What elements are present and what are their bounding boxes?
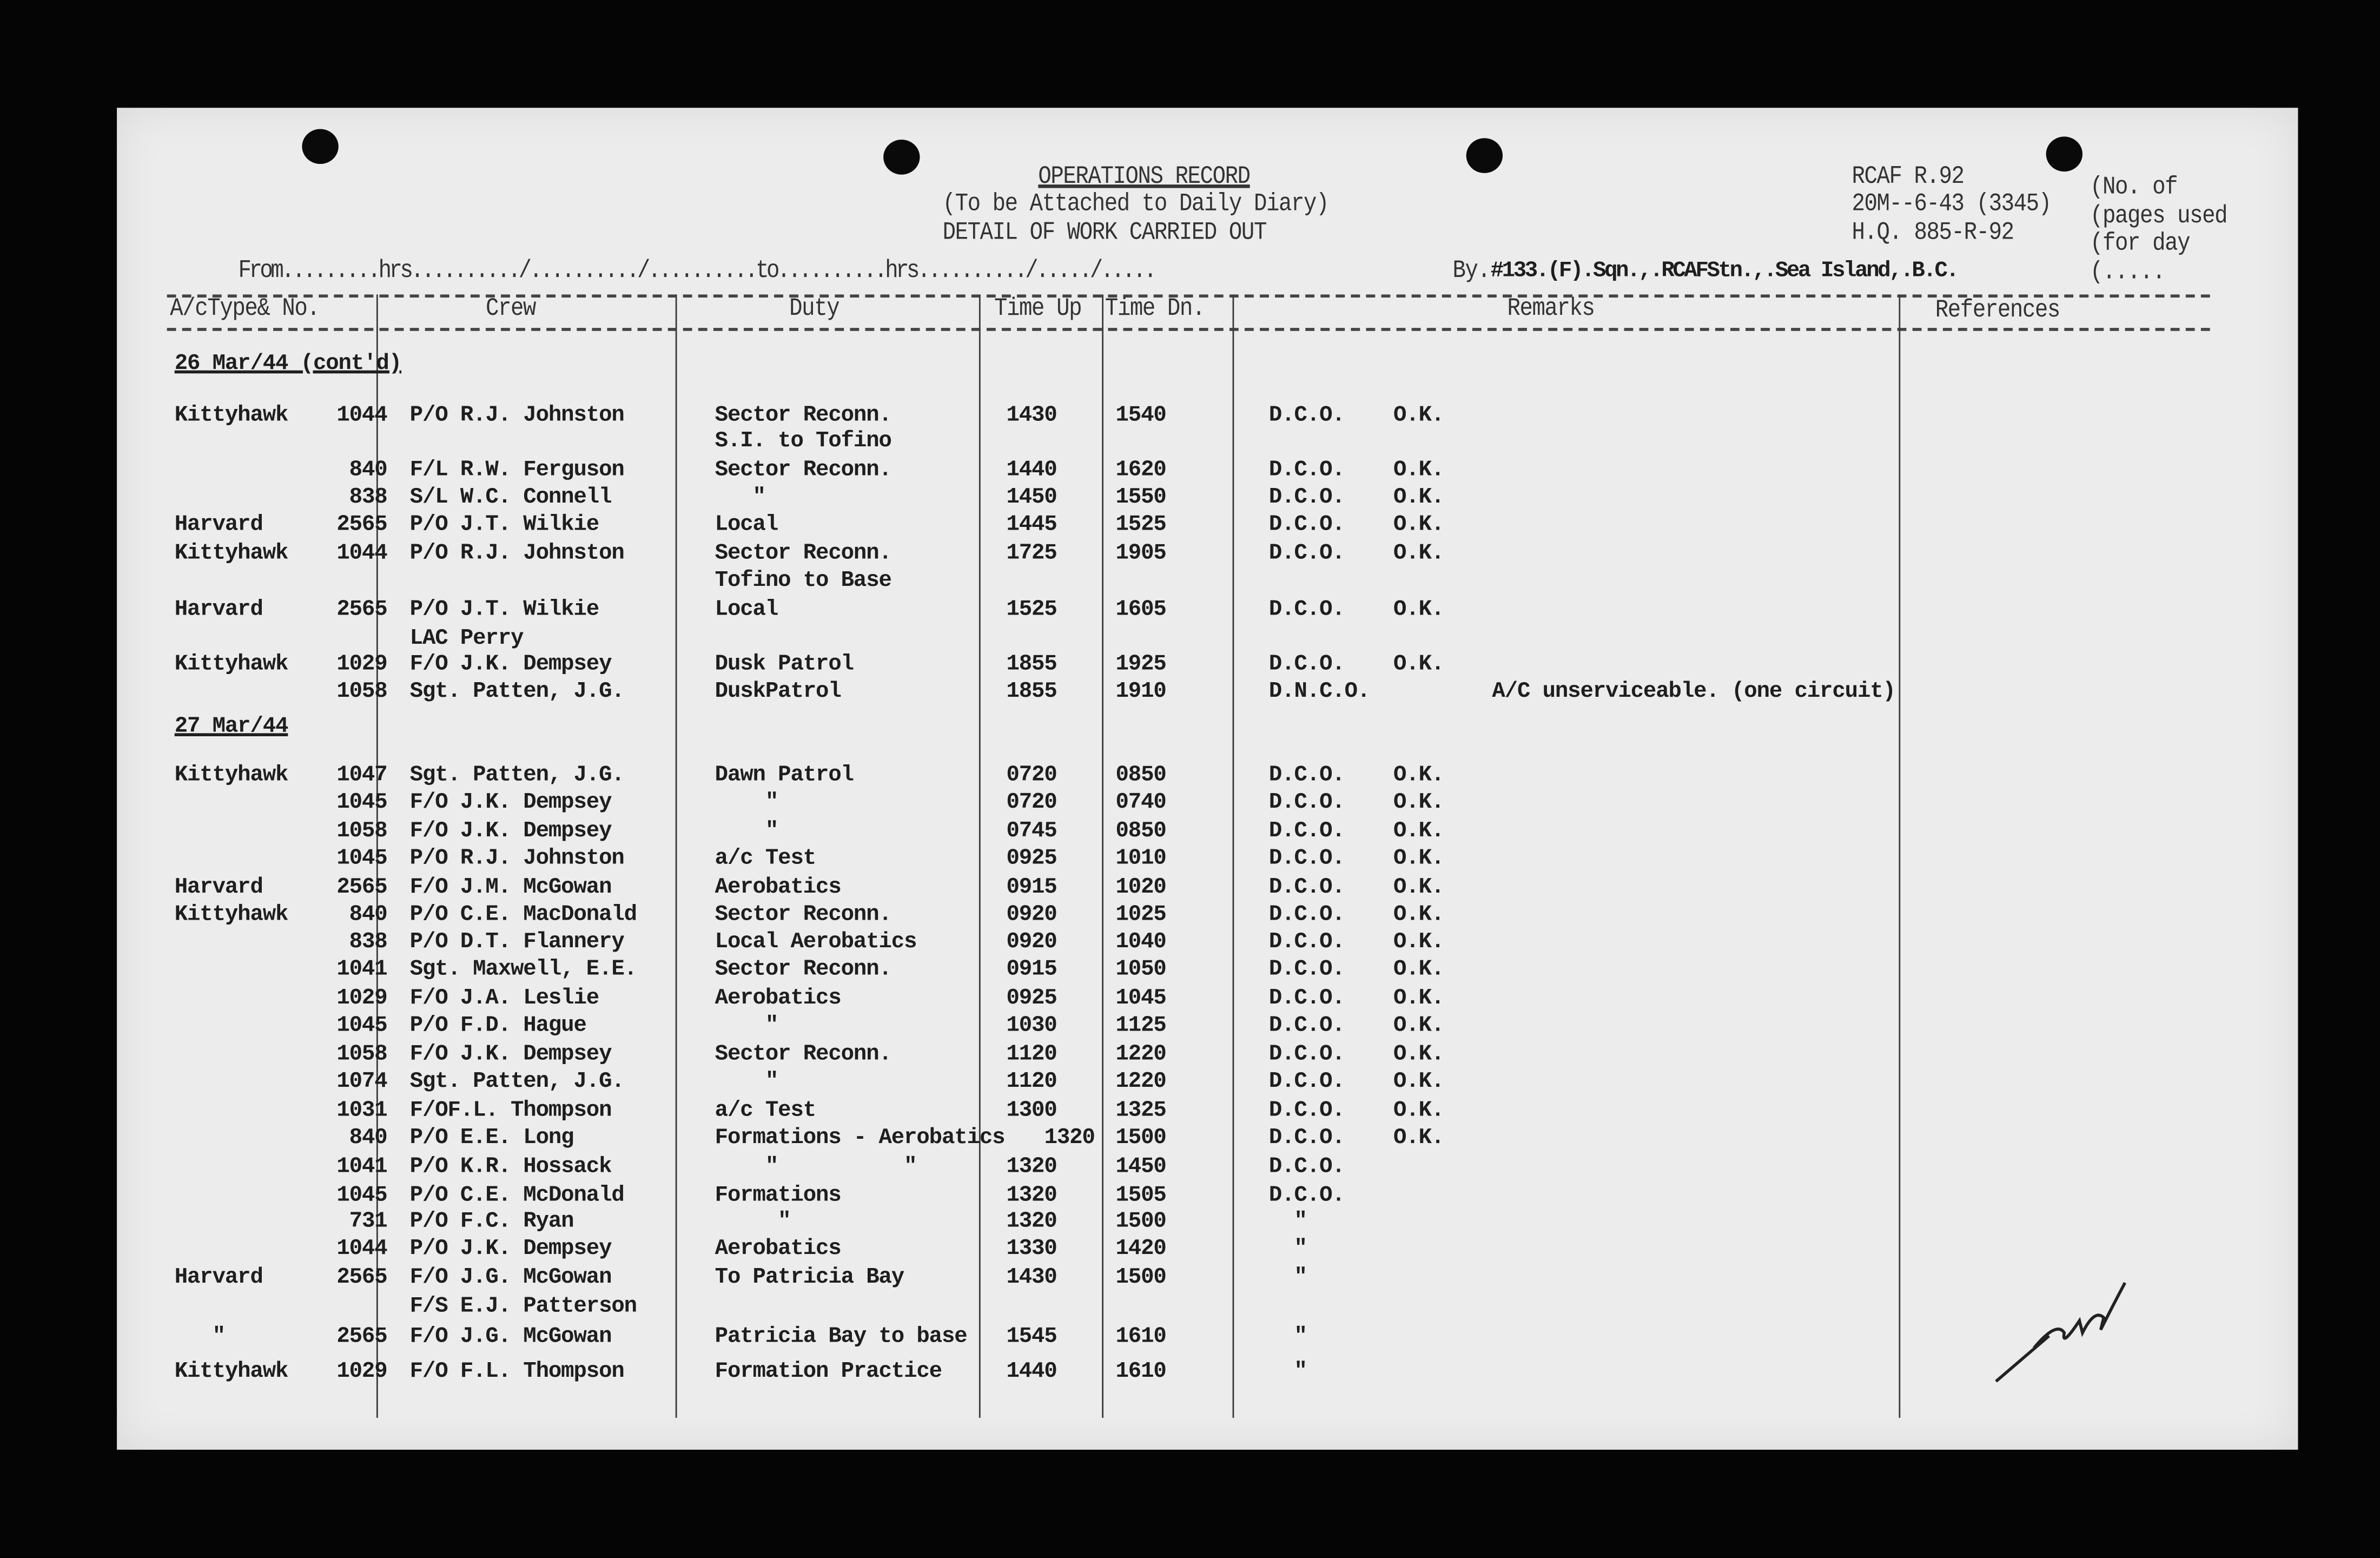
row-dco: D.C.O. <box>1268 958 1345 982</box>
row-duty: Aerobatics <box>715 1237 841 1262</box>
row-crew: F/O J.A. Leslie <box>409 986 599 1011</box>
row-crew: P/O D.T. Flannery <box>409 930 624 955</box>
row-dco: D.C.O. <box>1268 820 1345 844</box>
row-dn: 1525 <box>1115 513 1166 538</box>
row-crew: F/O J.G. McGowan <box>409 1266 612 1291</box>
row-num: 1029 <box>336 652 387 677</box>
row-ok: O.K. <box>1393 485 1444 510</box>
row-duty: Patricia Bay to base <box>715 1325 967 1350</box>
print-code: 20M--6-43 (3345) <box>1852 190 2051 219</box>
row-up: 0925 <box>1006 847 1057 872</box>
row-up: 1445 <box>1006 513 1057 538</box>
punch-hole <box>1466 138 1503 173</box>
row-duty: " <box>715 1210 791 1234</box>
row-ok: O.K. <box>1393 820 1444 844</box>
row-crew: Sgt. Patten, J.G. <box>409 763 624 788</box>
row-num: 1045 <box>336 790 387 815</box>
row-dco: D.C.O. <box>1268 458 1345 483</box>
row-up: 1430 <box>1006 1266 1057 1291</box>
row-duty: DuskPatrol <box>715 680 841 705</box>
from-to-line: From.........hrs........../........../..........to..........hrs........../...../..... <box>238 258 1155 286</box>
row-crew: Sgt. Patten, J.G. <box>409 1070 624 1095</box>
row-crew: F/L R.W. Ferguson <box>409 458 624 483</box>
row-up: 1725 <box>1006 542 1057 566</box>
row-dco: " <box>1268 1266 1307 1291</box>
row-duty: Local Aerobatics <box>715 930 917 955</box>
row-type: Kittyhawk <box>174 903 288 928</box>
row-dn: 1500 <box>1115 1210 1166 1234</box>
row-duty: Sector Reconn. <box>715 958 891 982</box>
form-number: RCAF R.92 <box>1852 163 1964 192</box>
row-crew: P/O E.E. Long <box>409 1126 574 1151</box>
row-type: Harvard <box>174 513 263 538</box>
row-duty: Aerobatics <box>715 986 841 1011</box>
row-ok: O.K. <box>1393 542 1444 566</box>
pages-note-line: (..... <box>2090 259 2165 287</box>
row-crew: F/O J.K. Dempsey <box>409 1042 612 1067</box>
row-type: Kittyhawk <box>174 763 288 788</box>
row-crew: F/OF.L. Thompson <box>409 1099 612 1124</box>
row-num: 1041 <box>336 958 387 982</box>
row-dco: D.C.O. <box>1268 542 1345 566</box>
row-num: 1045 <box>336 1014 387 1039</box>
col-header-aircraft: A/cType& No. <box>170 295 320 324</box>
row-dn: 1025 <box>1115 903 1166 928</box>
row-ok: O.K. <box>1393 1014 1444 1039</box>
row-dco: D.C.O. <box>1268 1099 1345 1124</box>
row-type: Kittyhawk <box>174 652 288 677</box>
row-crew: LAC Perry <box>409 626 524 651</box>
row-dco: D.C.O. <box>1268 1126 1345 1151</box>
row-duty: Tofino to Base <box>715 569 891 594</box>
row-crew: P/O J.K. Dempsey <box>409 1237 612 1262</box>
row-num: 1058 <box>336 1042 387 1067</box>
row-duty: Sector Reconn. <box>715 542 891 566</box>
row-dco: " <box>1268 1360 1307 1385</box>
row-crew: P/O R.J. Johnston <box>409 542 624 566</box>
row-ok: O.K. <box>1393 652 1444 677</box>
row-duty: " <box>715 485 765 510</box>
row-ok: O.K. <box>1393 986 1444 1011</box>
form-subtitle: (To be Attached to Daily Diary) <box>942 190 1329 219</box>
row-num: 838 <box>349 485 387 510</box>
row-dco: D.C.O. <box>1268 513 1345 538</box>
row-duty: Local <box>715 598 778 623</box>
row-dn: 1040 <box>1115 930 1166 955</box>
row-duty: a/c Test <box>715 847 816 872</box>
row-dn: 0850 <box>1115 763 1166 788</box>
row-crew: F/O J.M. McGowan <box>409 876 612 901</box>
row-up: 1430 <box>1006 404 1057 428</box>
row-dn: 1925 <box>1115 652 1166 677</box>
row-up: 0915 <box>1006 876 1057 901</box>
row-dco: D.C.O. <box>1268 986 1345 1011</box>
row-type: Harvard <box>174 1266 263 1291</box>
row-duty: Aerobatics <box>715 876 841 901</box>
row-dn: 1610 <box>1115 1360 1166 1385</box>
row-dco: " <box>1268 1237 1307 1262</box>
row-crew: F/O J.G. McGowan <box>409 1325 612 1350</box>
row-num: 2565 <box>336 598 387 623</box>
row-dco: D.C.O. <box>1268 598 1345 623</box>
row-up: 1320 <box>1044 1126 1095 1151</box>
col-header-remarks: Remarks <box>1507 295 1595 324</box>
row-dn: 1010 <box>1115 847 1166 872</box>
row-crew: F/O F.L. Thompson <box>409 1360 624 1385</box>
row-dco: " <box>1268 1210 1307 1234</box>
row-duty: Sector Reconn. <box>715 903 891 928</box>
row-duty: To Patricia Bay <box>715 1266 904 1291</box>
row-duty: Local <box>715 513 778 538</box>
row-duty: Formation Practice <box>715 1360 942 1385</box>
punch-hole <box>302 129 338 164</box>
row-dco: D.C.O. <box>1268 1014 1345 1039</box>
row-up: 1525 <box>1006 598 1057 623</box>
row-dco: " <box>1268 1325 1307 1350</box>
row-dn: 1045 <box>1115 986 1166 1011</box>
row-duty: " <box>715 790 778 815</box>
row-type: Kittyhawk <box>174 542 288 566</box>
row-up: 1320 <box>1006 1155 1057 1180</box>
row-num: 1045 <box>336 1184 387 1209</box>
row-num: 1029 <box>336 986 387 1011</box>
column-divider <box>1102 294 1103 1418</box>
row-num: 840 <box>349 903 387 928</box>
row-ok: O.K. <box>1393 458 1444 483</box>
row-dn: 1540 <box>1115 404 1166 428</box>
handwritten-initials <box>1988 1275 2133 1389</box>
col-header-crew: Crew <box>485 295 536 324</box>
pages-note-line: (pages used <box>2090 203 2227 231</box>
row-ok: O.K. <box>1393 1099 1444 1124</box>
row-crew: F/O J.K. Dempsey <box>409 652 612 677</box>
row-num: 1029 <box>336 1360 387 1385</box>
row-dn: 1500 <box>1115 1266 1166 1291</box>
punch-hole <box>883 140 920 175</box>
row-crew: P/O F.C. Ryan <box>409 1210 574 1234</box>
row-dco: D.C.O. <box>1268 930 1345 955</box>
row-dn: 1125 <box>1115 1014 1166 1039</box>
row-dco: D.C.O. <box>1268 485 1345 510</box>
row-duty: Sector Reconn. <box>715 1042 891 1067</box>
row-dco: D.C.O. <box>1268 652 1345 677</box>
column-divider <box>676 294 677 1418</box>
row-ok: O.K. <box>1393 790 1444 815</box>
row-num: 1047 <box>336 763 387 788</box>
row-dn: 1605 <box>1115 598 1166 623</box>
row-crew: P/O C.E. MacDonald <box>409 903 637 928</box>
row-crew: F/O J.K. Dempsey <box>409 820 612 844</box>
row-num: 2565 <box>336 513 387 538</box>
row-duty: " <box>715 820 778 844</box>
row-up: 1030 <box>1006 1014 1057 1039</box>
row-ok: O.K. <box>1393 1126 1444 1151</box>
column-divider <box>1233 294 1234 1418</box>
row-up: 1320 <box>1006 1184 1057 1209</box>
row-num: 840 <box>349 1126 387 1151</box>
row-dco: D.C.O. <box>1268 790 1345 815</box>
row-crew: F/O J.K. Dempsey <box>409 790 612 815</box>
form-title: OPERATIONS RECORD <box>1038 163 1250 192</box>
row-type: Kittyhawk <box>174 1360 288 1385</box>
col-header-time-dn: Time Dn. <box>1105 295 1205 324</box>
row-dco: D.C.O. <box>1268 1155 1345 1180</box>
row-ok: O.K. <box>1393 513 1444 538</box>
row-dn: 1910 <box>1115 680 1166 705</box>
row-crew: S/L W.C. Connell <box>409 485 612 510</box>
punch-hole <box>2046 137 2082 172</box>
row-up: 1300 <box>1006 1099 1057 1124</box>
row-up: 0915 <box>1006 958 1057 982</box>
row-dn: 0850 <box>1115 820 1166 844</box>
row-num: 1045 <box>336 847 387 872</box>
row-up: 1120 <box>1006 1042 1057 1067</box>
row-num: 840 <box>349 458 387 483</box>
header-rule-bottom <box>167 328 2210 331</box>
row-dco: D.C.O. <box>1268 1070 1345 1095</box>
row-ok: O.K. <box>1393 404 1444 428</box>
row-num: 1041 <box>336 1155 387 1180</box>
unit-name: #133.(F).Sqn.,.RCAFStn.,.Sea Island,.B.C. <box>1490 259 1958 284</box>
row-dco: D.C.O. <box>1268 404 1345 428</box>
date-heading: 26 Mar/44 (cont'd) <box>174 352 402 377</box>
row-crew: P/O J.T. Wilkie <box>409 598 599 623</box>
row-dn: 1450 <box>1115 1155 1166 1180</box>
form-detail-heading: DETAIL OF WORK CARRIED OUT <box>942 220 1266 248</box>
row-duty: Dawn Patrol <box>715 763 854 788</box>
by-label: By. <box>1452 258 1490 286</box>
row-dco: D.N.C.O. <box>1268 680 1370 705</box>
row-dco: D.C.O. <box>1268 763 1345 788</box>
row-up: 1440 <box>1006 458 1057 483</box>
row-ok: O.K. <box>1393 958 1444 982</box>
row-ok: O.K. <box>1393 930 1444 955</box>
row-num: 1031 <box>336 1099 387 1124</box>
row-dn: 1050 <box>1115 958 1166 982</box>
row-num: 2565 <box>336 1325 387 1350</box>
row-up: 1440 <box>1006 1360 1057 1385</box>
row-remark: A/C unserviceable. (one circuit) <box>1492 680 1895 705</box>
row-dn: 1325 <box>1115 1099 1166 1124</box>
row-up: 0745 <box>1006 820 1057 844</box>
row-duty: Formations <box>715 1184 841 1209</box>
row-ok: O.K. <box>1393 1042 1444 1067</box>
row-num: 731 <box>349 1210 387 1234</box>
row-dco: D.C.O. <box>1268 1042 1345 1067</box>
row-type: Kittyhawk <box>174 404 288 428</box>
row-up: 0920 <box>1006 930 1057 955</box>
row-dco: D.C.O. <box>1268 876 1345 901</box>
row-dn: 1505 <box>1115 1184 1166 1209</box>
row-duty: Sector Reconn. <box>715 404 891 428</box>
row-dco: D.C.O. <box>1268 847 1345 872</box>
row-num: 1058 <box>336 680 387 705</box>
row-type: " <box>174 1325 225 1350</box>
date-heading: 27 Mar/44 <box>174 715 288 740</box>
pages-note-line: (No. of <box>2090 174 2178 202</box>
row-duty: Formations - Aerobatics <box>715 1126 1005 1151</box>
row-up: 1545 <box>1006 1325 1057 1350</box>
row-crew: P/O K.R. Hossack <box>409 1155 612 1180</box>
row-num: 1058 <box>336 820 387 844</box>
row-num: 1044 <box>336 542 387 566</box>
row-up: 1855 <box>1006 652 1057 677</box>
row-duty: Sector Reconn. <box>715 458 891 483</box>
row-crew: P/O R.J. Johnston <box>409 404 624 428</box>
row-duty: S.I. to Tofino <box>715 430 891 454</box>
row-up: 1120 <box>1006 1070 1057 1095</box>
row-crew: P/O R.J. Johnston <box>409 847 624 872</box>
row-num: 2565 <box>336 876 387 901</box>
row-ok: O.K. <box>1393 876 1444 901</box>
row-dn: 1550 <box>1115 485 1166 510</box>
row-duty: " " <box>715 1155 917 1180</box>
row-up: 0925 <box>1006 986 1057 1011</box>
pages-note-line: (for day <box>2090 230 2190 259</box>
row-duty: " <box>715 1014 778 1039</box>
row-crew: P/O J.T. Wilkie <box>409 513 599 538</box>
col-header-time-up: Time Up <box>994 295 1082 324</box>
row-dn: 1905 <box>1115 542 1166 566</box>
row-num: 2565 <box>336 1266 387 1291</box>
col-header-references: References <box>1935 297 2060 325</box>
row-ok: O.K. <box>1393 1070 1444 1095</box>
row-dn: 1610 <box>1115 1325 1166 1350</box>
row-ok: O.K. <box>1393 903 1444 928</box>
row-num: 1044 <box>336 1237 387 1262</box>
row-crew: P/O C.E. McDonald <box>409 1184 624 1209</box>
row-num: 1044 <box>336 404 387 428</box>
row-crew: P/O F.D. Hague <box>409 1014 586 1039</box>
row-dn: 1220 <box>1115 1042 1166 1067</box>
row-crew: Sgt. Maxwell, E.E. <box>409 958 637 982</box>
row-up: 0720 <box>1006 763 1057 788</box>
row-dn: 1620 <box>1115 458 1166 483</box>
column-divider <box>1899 294 1900 1418</box>
row-duty: Dusk Patrol <box>715 652 854 677</box>
row-num: 838 <box>349 930 387 955</box>
row-ok: O.K. <box>1393 847 1444 872</box>
row-type: Harvard <box>174 598 263 623</box>
col-header-duty: Duty <box>789 295 839 324</box>
row-num: 1074 <box>336 1070 387 1095</box>
row-up: 1330 <box>1006 1237 1057 1262</box>
row-crew: Sgt. Patten, J.G. <box>409 680 624 705</box>
row-dn: 0740 <box>1115 790 1166 815</box>
row-dn: 1500 <box>1115 1126 1166 1151</box>
column-divider <box>979 294 981 1418</box>
row-type: Harvard <box>174 876 263 901</box>
row-duty: " <box>715 1070 778 1095</box>
row-up: 0920 <box>1006 903 1057 928</box>
row-dn: 1020 <box>1115 876 1166 901</box>
hq-code: H.Q. 885-R-92 <box>1852 220 2014 248</box>
row-up: 1855 <box>1006 680 1057 705</box>
row-up: 0720 <box>1006 790 1057 815</box>
row-ok: O.K. <box>1393 763 1444 788</box>
row-up: 1450 <box>1006 485 1057 510</box>
row-duty: a/c Test <box>715 1099 816 1124</box>
row-dco: D.C.O. <box>1268 1184 1345 1209</box>
row-dn: 1420 <box>1115 1237 1166 1262</box>
row-crew: F/S E.J. Patterson <box>409 1295 637 1319</box>
row-up: 1320 <box>1006 1210 1057 1234</box>
row-dn: 1220 <box>1115 1070 1166 1095</box>
row-dco: D.C.O. <box>1268 903 1345 928</box>
row-ok: O.K. <box>1393 598 1444 623</box>
